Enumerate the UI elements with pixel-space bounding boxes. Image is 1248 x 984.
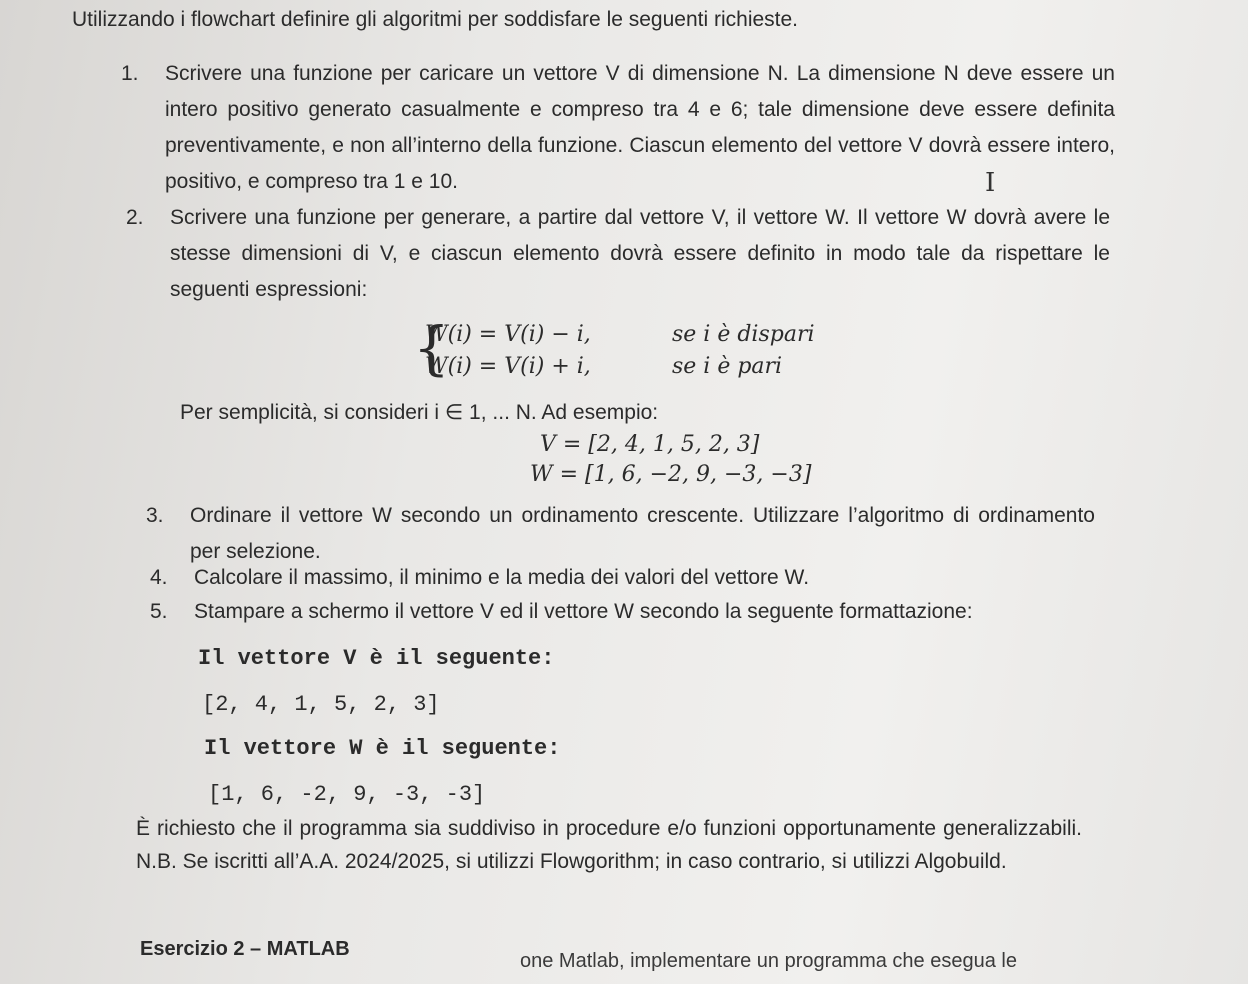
output-w-label: Il vettore W è il seguente: (204, 736, 561, 761)
item-2-text: Scrivere una funzione per generare, a partire dal vettore V, il vettore W. Il vettore W dovrà avere le stesse dimensioni di V, e ciascun elemento dovrà essere definito in modo tale da rispettare le seguenti espressioni: (170, 206, 1110, 301)
item-4-text: Calcolare il massimo, il minimo e la media dei valori del vettore W. (194, 566, 810, 589)
item-5 (150, 594, 1094, 630)
truncated-bottom-line: one Matlab, implementare un programma che esegua le (520, 950, 1017, 972)
equation-even-condition: se i è pari (672, 354, 783, 379)
equation-odd-lhs: W(i) = V(i) − i, (425, 322, 591, 347)
equation-row-even (425, 354, 815, 386)
item-4-number: 4. (150, 566, 168, 589)
intro-text: Utilizzando i flowchart definire gli algoritmi per soddisfare le seguenti richieste. (72, 8, 799, 31)
piecewise-equation (413, 314, 815, 386)
output-v-values: [2, 4, 1, 5, 2, 3] (202, 692, 440, 717)
item-1 (121, 56, 1115, 200)
left-brace: { (413, 314, 450, 382)
example-w: W = [1, 6, −2, 9, −3, −3] (530, 462, 812, 487)
equation-row-odd (425, 322, 815, 354)
section-title: Esercizio 2 – MATLAB (140, 938, 350, 960)
equation-odd-condition: se i è dispari (672, 322, 815, 347)
example-v: V = [2, 4, 1, 5, 2, 3] (540, 432, 760, 457)
output-w-values: [1, 6, -2, 9, -3, -3] (208, 782, 486, 807)
item-2-number: 2. (126, 206, 144, 229)
item-3-text: Ordinare il vettore W secondo un ordinamento crescente. Utilizzare l’algoritmo di ordinamento per selezione. (190, 504, 1095, 563)
item-5-number: 5. (150, 600, 168, 623)
item-1-text: Scrivere una funzione per caricare un vettore V di dimensione N. La dimensione N deve essere un intero positivo generato casualmente e compreso tra 4 e 6; tale dimensione deve essere definita preventivamente, e non all’interno della funzione. Ciascun elemento del vettore V dovrà essere intero, positivo, e compreso tra 1 e 10. (165, 62, 1115, 193)
note-text: Per semplicità, si consideri i ∈ 1, ... N. Ad esempio: (180, 401, 659, 424)
item-4 (150, 560, 1094, 596)
item-3-number: 3. (146, 504, 164, 527)
item-1-number: 1. (121, 62, 139, 85)
item-5-text: Stampare a schermo il vettore V ed il vettore W secondo la seguente formattazione: (194, 600, 973, 623)
item-2 (126, 200, 1110, 308)
text-cursor-icon: I (985, 168, 996, 198)
equation-even-lhs: W(i) = V(i) + i, (425, 354, 591, 379)
requirements-paragraph: È richiesto che il programma sia suddiviso in procedure e/o funzioni opportunamente generalizzabili. N.B. Se iscritti all’A.A. 2024/2025, si utilizzi Flowgorithm; in caso contrario, si utilizzi Algobuild. (136, 817, 1082, 873)
output-v-label: Il vettore V è il seguente: (198, 646, 555, 671)
